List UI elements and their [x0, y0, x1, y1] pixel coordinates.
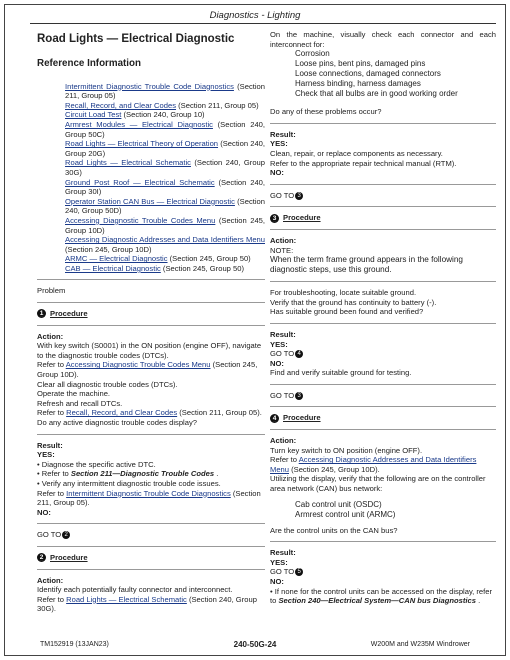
action-text: [37, 595, 265, 614]
action-text: Refresh and recall DTCs.: [37, 398, 123, 408]
step-3-heading: [270, 213, 496, 223]
goto-step-3[interactable]: [270, 191, 496, 201]
reference-location: (Section 240, Group 30I): [65, 177, 266, 197]
reference-item: [65, 197, 265, 216]
text: • If none for the control units can be accessed on the display, refer to: [270, 586, 493, 606]
footer-product: W200M and W235M Windrower: [370, 641, 470, 648]
right-column: [270, 30, 496, 606]
action-label: Action:: [270, 436, 297, 446]
step-number-icon: 5: [295, 568, 303, 576]
divider: [37, 546, 265, 547]
reference-location: (Section 245, Group 10D): [65, 215, 266, 235]
reference-location: (Section 240, Group 50C): [65, 119, 265, 139]
check-item: Loose connections, damaged connectors: [295, 69, 441, 79]
divider: [37, 434, 265, 435]
link-recall-codes[interactable]: Recall, Record, and Clear Codes: [66, 408, 178, 418]
text: Refer to: [270, 455, 299, 465]
step-4-label: Procedure: [283, 413, 321, 423]
divider: [37, 279, 265, 280]
step-number-icon: 2: [62, 531, 70, 539]
reference-link[interactable]: Road Lights — Electrical Theory of Operation: [65, 139, 219, 149]
reference-location: (Section 240, Group 50D): [65, 196, 266, 216]
reference-item: [65, 216, 265, 235]
reference-item: [65, 120, 265, 139]
check-list: [270, 49, 496, 99]
step-1-number: 1: [37, 309, 46, 318]
action-label: Action:: [270, 235, 297, 245]
step-number-icon: 3: [295, 192, 303, 200]
note-label: NOTE:: [270, 245, 294, 255]
step-2-heading: [37, 553, 265, 563]
divider: [270, 184, 496, 185]
divider: [270, 384, 496, 385]
action-text: Verify that the ground has continuity to battery (-).: [270, 297, 437, 307]
reference-item: [65, 158, 265, 177]
text: (Section 211, Group 05).: [177, 408, 262, 418]
action-text: Operate the machine.: [37, 389, 111, 399]
divider: [37, 569, 265, 570]
divider: [37, 302, 265, 303]
link-accessing-dtc-menu[interactable]: Accessing Diagnostic Trouble Codes Menu: [65, 360, 211, 370]
unit-list: [270, 500, 496, 520]
goto-text: GO TO: [270, 567, 295, 577]
action-label: Action:: [37, 575, 64, 585]
action-text: [270, 455, 496, 474]
check-item: Loose pins, bent pins, damaged pins: [295, 59, 426, 69]
text: Refer to: [37, 488, 67, 498]
result-label: Result:: [37, 440, 63, 450]
divider: [270, 206, 496, 207]
no-label: NO:: [37, 507, 51, 517]
question-text: Are the control units on the CAN bus?: [270, 525, 398, 535]
reference-item: [65, 139, 265, 158]
link-intermittent-dtc[interactable]: Intermittent Diagnostic Trouble Code Diagnostics: [66, 488, 231, 498]
reference-location: (Section 211, Group 05): [176, 100, 259, 110]
reference-location: (Section 245, Group 50): [160, 263, 244, 273]
action-text: With key switch (S0001) in the ON position (engine OFF), navigate to the diagnostic trouble codes (DTCs).: [37, 341, 262, 360]
action-text: Identify each potentially faulty connector and interconnect.: [37, 585, 233, 595]
result-label: Result:: [270, 548, 296, 558]
reference-link[interactable]: Armrest Modules — Electrical Diagnostic: [65, 119, 213, 129]
divider: [270, 123, 496, 124]
goto-step-5[interactable]: [270, 567, 496, 577]
text: .: [214, 469, 219, 479]
step-number-icon: 4: [295, 350, 303, 358]
yes-label: YES:: [270, 557, 288, 567]
divider: [270, 406, 496, 407]
divider: [270, 541, 496, 542]
check-item: Check that all bulbs are in good working order: [295, 89, 458, 99]
divider: [270, 429, 496, 430]
reference-location: (Section 240, Group 20G): [65, 139, 266, 158]
page-header: Diagnostics - Lighting: [209, 10, 301, 21]
reference-list: [37, 82, 265, 274]
reference-link[interactable]: Recall, Record, and Clear Codes: [65, 100, 177, 110]
page-title: Road Lights — Electrical Diagnostic: [37, 33, 235, 45]
reference-link[interactable]: CAB — Electrical Diagnostic: [65, 263, 161, 273]
reference-link[interactable]: Circuit Load Test: [65, 110, 122, 120]
divider: [270, 323, 496, 324]
divider: [37, 325, 265, 326]
no-label: NO:: [270, 168, 284, 178]
result-text: [37, 489, 265, 508]
text: .: [475, 596, 481, 606]
action-text: Turn key switch to ON position (engine OFF).: [270, 445, 423, 455]
action-text: [37, 360, 265, 379]
no-label: NO:: [270, 577, 284, 586]
problem-label: Problem: [37, 286, 66, 296]
result-text: • Diagnose the specific active DTC.: [37, 459, 156, 469]
goto-text: GO TO: [270, 190, 295, 200]
goto-step-3b[interactable]: [270, 391, 496, 401]
yes-label: YES:: [270, 339, 288, 349]
reference-item: [65, 264, 265, 274]
step-4-heading: [270, 413, 496, 423]
link-accessing-addresses-menu[interactable]: Accessing Diagnostic Addresses and Data Identifiers Menu: [270, 455, 477, 474]
step-2-number: 2: [37, 553, 46, 562]
reference-item: [65, 254, 265, 264]
text: (Section 245, Group 10D).: [37, 360, 258, 380]
reference-link[interactable]: ARMC — Electrical Diagnostic: [65, 254, 168, 264]
reference-location: (Section 240, Group 10): [121, 110, 205, 120]
reference-link[interactable]: Accessing Diagnostic Trouble Codes Menu: [65, 215, 216, 225]
reference-heading: Reference Information: [37, 58, 141, 69]
header-rule: [30, 23, 496, 24]
section-ref: Section 240—Electrical System—CAN bus Diagnostics: [278, 596, 476, 606]
text: Refer to: [37, 360, 66, 370]
reference-link[interactable]: Intermittent Diagnostic Trouble Code Diagnostics: [65, 81, 234, 91]
intro-text: On the machine, visually check each connector and each interconnect for:: [270, 30, 496, 49]
step-3-number: 3: [270, 214, 279, 223]
check-item: Corrosion: [295, 49, 330, 59]
step-number-icon: 3: [295, 392, 303, 400]
no-label: NO:: [270, 358, 284, 368]
reference-item: [65, 82, 265, 101]
step-3-label: Procedure: [283, 213, 321, 223]
result-text: • Verify any intermittent diagnostic trouble code issues.: [37, 478, 221, 488]
reference-location: (Section 245, Group 50): [167, 254, 251, 264]
reference-item: [65, 101, 265, 111]
control-unit-item: Armrest control unit (ARMC): [295, 509, 396, 519]
question-text: Do any of these problems occur?: [270, 107, 382, 117]
reference-location: (Section 245, Group 10D): [65, 244, 152, 254]
result-text: Refer to the appropriate repair technical manual (RTM).: [270, 158, 457, 168]
text: Refer to: [37, 408, 67, 418]
check-item: Harness binding, harness damages: [295, 79, 421, 89]
reference-link[interactable]: Accessing Diagnostic Addresses and Data Identifiers Menu: [65, 235, 265, 245]
reference-link[interactable]: Ground Post Roof — Electrical Schematic: [65, 177, 215, 187]
step-4-number: 4: [270, 414, 279, 423]
goto-text: GO TO: [270, 390, 295, 400]
action-text: Clear all diagnostic trouble codes (DTCs).: [37, 379, 178, 389]
result-label: Result:: [270, 129, 296, 139]
step-1-heading: [37, 309, 265, 319]
footer-page-number: 240-50G-24: [233, 640, 277, 649]
reference-item: [65, 110, 265, 120]
action-text: For troubleshooting, locate suitable ground.: [270, 288, 417, 298]
text: • Refer to: [37, 469, 71, 479]
reference-location: (Section 240, Group 30G): [65, 158, 265, 177]
question-text: Do any active diagnostic trouble codes display?: [37, 418, 197, 427]
step-2-label: Procedure: [50, 552, 88, 562]
result-text: Clean, repair, or replace components as necessary.: [270, 148, 443, 158]
action-text: Utilizing the display, verify that the following are on the controller area network (CAN) bus network:: [270, 474, 486, 494]
control-unit-item: Cab control unit (OSDC): [295, 499, 382, 509]
yes-label: YES:: [37, 450, 55, 460]
link-road-lights-schematic[interactable]: Road Lights — Electrical Schematic: [66, 594, 187, 604]
reference-item: [65, 178, 265, 197]
text: (Section 240, Group 30G).: [37, 594, 257, 614]
reference-link[interactable]: Road Lights — Electrical Schematic: [65, 158, 191, 168]
divider: [270, 229, 496, 230]
yes-label: YES:: [270, 139, 288, 149]
result-text: [270, 587, 496, 606]
goto-text: GO TO: [37, 530, 62, 540]
divider: [270, 281, 496, 282]
text: (Section 245, Group 10D).: [289, 464, 380, 474]
text: (Section 211, Group 05).: [37, 488, 261, 508]
action-label: Action:: [37, 331, 64, 341]
goto-step-2[interactable]: [37, 530, 265, 540]
section-ref: Section 211—Diagnostic Trouble Codes: [70, 469, 215, 479]
reference-item: [65, 235, 265, 254]
action-text: [37, 408, 265, 418]
result-text: [37, 469, 265, 479]
goto-step-4[interactable]: [270, 349, 496, 359]
reference-location: (Section 211, Group 05): [65, 81, 265, 101]
divider: [37, 523, 265, 524]
goto-text: GO TO: [270, 349, 295, 359]
question-text: Has suitable ground been found and verified?: [270, 307, 424, 317]
left-column: [37, 30, 265, 614]
reference-link[interactable]: Operator Station CAN Bus — Electrical Diagnostic: [65, 196, 235, 206]
step-1-label: Procedure: [50, 309, 88, 319]
note-text: When the term frame ground appears in the following diagnostic steps, use this ground.: [270, 255, 463, 275]
result-label: Result:: [270, 329, 296, 339]
text: Refer to: [37, 594, 67, 604]
result-text: Find and verify suitable ground for testing.: [270, 368, 412, 378]
footer-doc-id: TM152919 (13JAN23): [40, 641, 109, 648]
